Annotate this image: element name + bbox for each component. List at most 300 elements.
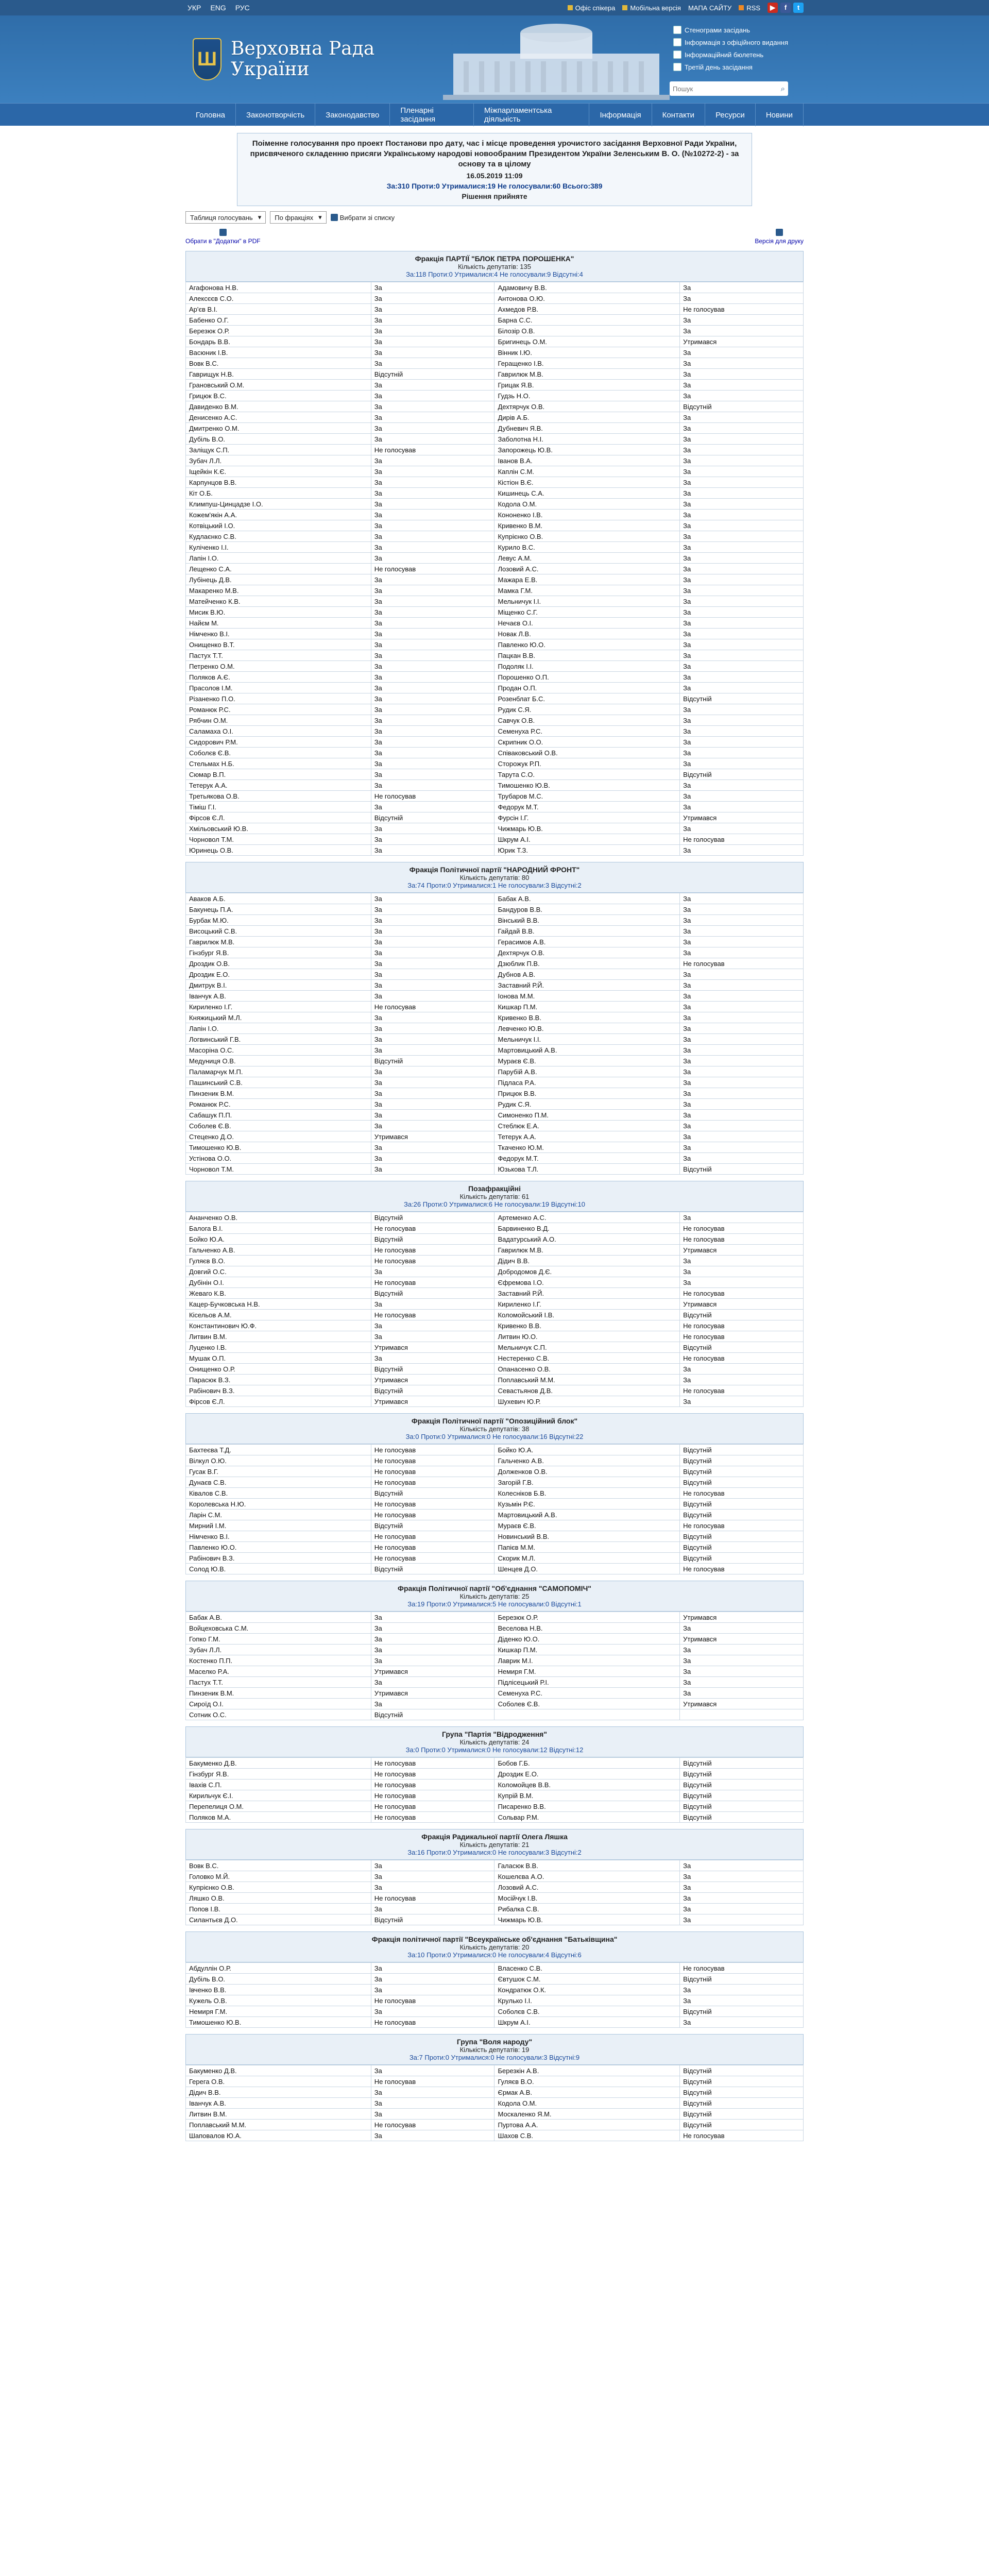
deputy-name[interactable]: Мушак О.П. [186, 1353, 371, 1364]
deputy-name[interactable]: Пацкан В.В. [494, 650, 680, 661]
nav-legislation[interactable]: Законодавство [315, 104, 390, 126]
deputy-name[interactable]: Лозовий А.С. [494, 1882, 680, 1893]
deputy-name[interactable]: Третьякова О.В. [186, 791, 371, 802]
deputy-name[interactable]: Климпуш-Цинцадзе І.О. [186, 499, 371, 510]
deputy-name[interactable]: Каплін С.М. [494, 466, 680, 477]
deputy-name[interactable]: Коломойський І.В. [494, 1310, 680, 1320]
nav-lawmaking[interactable]: Законотворчість [236, 104, 315, 126]
deputy-name[interactable]: Ар'єв В.І. [186, 304, 371, 315]
search-input[interactable] [673, 85, 781, 93]
deputy-name[interactable]: Мартовицький А.В. [494, 1510, 680, 1520]
deputy-name[interactable]: Кошелєва А.О. [494, 1871, 680, 1882]
deputy-name[interactable]: Саламаха О.І. [186, 726, 371, 737]
deputy-name[interactable]: Ананченко О.В. [186, 1212, 371, 1223]
deputy-name[interactable]: Аваков А.Б. [186, 893, 371, 904]
deputy-name[interactable]: Медуниця О.В. [186, 1056, 371, 1066]
deputy-name[interactable]: Артеменко А.С. [494, 1212, 680, 1223]
site-title[interactable]: Верховна Рада України [231, 38, 375, 80]
deputy-name[interactable]: Іванов В.А. [494, 455, 680, 466]
deputy-name[interactable]: Ківалов С.В. [186, 1488, 371, 1499]
deputy-name[interactable]: Ляшко О.В. [186, 1893, 371, 1904]
deputy-name[interactable]: Зубач Л.Л. [186, 455, 371, 466]
deputy-name[interactable]: Солод Ю.В. [186, 1564, 371, 1574]
deputy-name[interactable]: Гаврилюк М.В. [186, 937, 371, 947]
deputy-name[interactable]: Єрмак А.В. [494, 2087, 680, 2098]
deputy-name[interactable]: Кишкар П.М. [494, 1002, 680, 1012]
sort-select[interactable]: По фракціях ▾ [270, 211, 326, 224]
deputy-name[interactable]: Константинович Ю.Ф. [186, 1320, 371, 1331]
deputy-name[interactable]: Івахів С.П. [186, 1780, 371, 1790]
deputy-name[interactable]: Галасюк В.В. [494, 1860, 680, 1871]
deputy-name[interactable]: Сотник О.С. [186, 1709, 371, 1720]
deputy-name[interactable]: Коломойцев В.В. [494, 1780, 680, 1790]
deputy-name[interactable]: Довгий О.С. [186, 1266, 371, 1277]
deputy-name[interactable]: Підлісецький Р.І. [494, 1677, 680, 1688]
deputy-name[interactable]: Вілкул О.Ю. [186, 1455, 371, 1466]
deputy-name[interactable]: Парубій А.В. [494, 1066, 680, 1077]
deputy-name[interactable]: Куліченко І.І. [186, 542, 371, 553]
deputy-name[interactable]: Пинзеник В.М. [186, 1688, 371, 1699]
deputy-name[interactable]: Колесніков Б.В. [494, 1488, 680, 1499]
deputy-name[interactable]: Дубіль В.О. [186, 434, 371, 445]
deputy-name[interactable]: Пинзеник В.М. [186, 1088, 371, 1099]
deputy-name[interactable]: Власенко С.В. [494, 1963, 680, 1974]
deputy-name[interactable]: Гудзь Н.О. [494, 391, 680, 401]
deputy-name[interactable]: Папієв М.М. [494, 1542, 680, 1553]
deputy-name[interactable]: Соболев Є.В. [186, 1121, 371, 1131]
deputy-name[interactable]: Дубіль В.О. [186, 1974, 371, 1985]
deputy-name[interactable]: Гаврищук Н.В. [186, 369, 371, 380]
deputy-name[interactable]: Розенблат Б.С. [494, 693, 680, 704]
deputy-name[interactable]: Макаренко М.В. [186, 585, 371, 596]
deputy-name[interactable]: Заставний Р.Й. [494, 1288, 680, 1299]
deputy-name[interactable]: Грицак Я.В. [494, 380, 680, 391]
header-link-day[interactable]: Третій день засідання [673, 63, 788, 71]
deputy-name[interactable]: Соболев Є.В. [494, 1699, 680, 1709]
deputy-name[interactable]: Кондратюк О.К. [494, 1985, 680, 1995]
deputy-name[interactable]: Міщенко С.Г. [494, 607, 680, 618]
deputy-name[interactable]: Лещенко С.А. [186, 564, 371, 574]
nav-plenary[interactable]: Пленарні засідання [390, 104, 474, 126]
deputy-name[interactable]: Матейченко К.В. [186, 596, 371, 607]
deputy-name[interactable]: Адамовичу В.В. [494, 282, 680, 293]
deputy-name[interactable]: Дроздик Е.О. [494, 1769, 680, 1780]
deputy-name[interactable]: Березюк О.Р. [186, 326, 371, 336]
deputy-name[interactable]: Бойко Ю.А. [186, 1234, 371, 1245]
deputy-name[interactable]: Шенцев Д.О. [494, 1564, 680, 1574]
deputy-name[interactable]: Бойко Ю.А. [494, 1445, 680, 1455]
deputy-name[interactable]: Логвинський Г.В. [186, 1034, 371, 1045]
deputy-name[interactable]: Королевська Н.Ю. [186, 1499, 371, 1510]
deputy-name[interactable]: Гайдай В.В. [494, 926, 680, 937]
deputy-name[interactable]: Різаненко П.О. [186, 693, 371, 704]
deputy-name[interactable]: Лапін І.О. [186, 553, 371, 564]
deputy-name[interactable]: Мамка Г.М. [494, 585, 680, 596]
deputy-name[interactable]: Гінзбург Я.В. [186, 1769, 371, 1780]
deputy-name[interactable]: Івченко В.В. [186, 1985, 371, 1995]
deputy-name[interactable]: Симоненко П.М. [494, 1110, 680, 1121]
twitter-icon[interactable]: t [793, 3, 804, 13]
deputy-name[interactable]: Мельничук І.І. [494, 596, 680, 607]
deputy-name[interactable]: Кириленко І.Г. [494, 1299, 680, 1310]
deputy-name[interactable]: Жеваго К.В. [186, 1288, 371, 1299]
deputy-name[interactable]: Дзюблик П.В. [494, 958, 680, 969]
nav-home[interactable]: Головна [185, 104, 236, 126]
deputy-name[interactable]: Мисик В.Ю. [186, 607, 371, 618]
deputy-name[interactable]: Рудик С.Я. [494, 704, 680, 715]
deputy-name[interactable]: Кістіон В.Є. [494, 477, 680, 488]
deputy-name[interactable]: Онищенко В.Т. [186, 639, 371, 650]
deputy-name[interactable]: Семенуха Р.С. [494, 726, 680, 737]
deputy-name[interactable]: Парасюк В.З. [186, 1375, 371, 1385]
deputy-name[interactable]: Рабінович В.З. [186, 1553, 371, 1564]
deputy-name[interactable]: Нечаєв О.І. [494, 618, 680, 629]
deputy-name[interactable]: Тимошенко Ю.В. [186, 1142, 371, 1153]
deputy-name[interactable]: Федорук М.Т. [494, 1153, 680, 1164]
deputy-name[interactable]: Княжицький М.Л. [186, 1012, 371, 1023]
deputy-name[interactable]: Пастух Т.Т. [186, 1677, 371, 1688]
deputy-name[interactable]: Шаповалов Ю.А. [186, 2130, 371, 2141]
deputy-name[interactable]: Силантьєв Д.О. [186, 1914, 371, 1925]
deputy-name[interactable]: Прицюк В.В. [494, 1088, 680, 1099]
deputy-name[interactable]: Войцеховська С.М. [186, 1623, 371, 1634]
deputy-name[interactable]: Стеценко Д.О. [186, 1131, 371, 1142]
deputy-name[interactable]: Гінзбург Я.В. [186, 947, 371, 958]
deputy-name[interactable]: Дехтярчук О.В. [494, 947, 680, 958]
deputy-name[interactable]: Дунаєв С.В. [186, 1477, 371, 1488]
deputy-name[interactable]: Продан О.П. [494, 683, 680, 693]
choose-from-list-button[interactable]: Вибрати зі списку [331, 214, 395, 222]
deputy-name[interactable]: Пастух Т.Т. [186, 650, 371, 661]
deputy-name[interactable]: Грановський О.М. [186, 380, 371, 391]
deputy-name[interactable]: Кононенко І.В. [494, 510, 680, 520]
deputy-name[interactable]: Герега О.В. [186, 2076, 371, 2087]
export-pdf-button[interactable]: Обрати в "Додатки" в PDF [185, 229, 261, 245]
deputy-name[interactable]: Романюк Р.С. [186, 704, 371, 715]
deputy-name[interactable]: Мельничук С.П. [494, 1342, 680, 1353]
deputy-name[interactable]: Бандуров В.В. [494, 904, 680, 915]
deputy-name[interactable]: Денисенко А.С. [186, 412, 371, 423]
deputy-name[interactable]: Діденко Ю.О. [494, 1634, 680, 1645]
deputy-name[interactable]: Тетерук А.А. [494, 1131, 680, 1142]
deputy-name[interactable]: Литвин В.М. [186, 1331, 371, 1342]
deputy-name[interactable]: Крулько І.І. [494, 1995, 680, 2006]
deputy-name[interactable]: Фірсов Є.Л. [186, 812, 371, 823]
deputy-name[interactable]: Лубінець Д.В. [186, 574, 371, 585]
deputy-name[interactable]: Рудик С.Я. [494, 1099, 680, 1110]
deputy-name[interactable]: Сольвар Р.М. [494, 1812, 680, 1823]
deputy-name[interactable]: Чижмарь Ю.В. [494, 1914, 680, 1925]
deputy-name[interactable]: Лозовий А.С. [494, 564, 680, 574]
deputy-name[interactable]: Кодола О.М. [494, 2098, 680, 2109]
deputy-name[interactable]: Литвин Ю.О. [494, 1331, 680, 1342]
deputy-name[interactable]: Дідич В.В. [186, 2087, 371, 2098]
nav-contacts[interactable]: Контакти [652, 104, 705, 126]
deputy-name[interactable]: Маселко Р.А. [186, 1666, 371, 1677]
deputy-name[interactable]: Сабашук П.П. [186, 1110, 371, 1121]
deputy-name[interactable]: Дубінін О.І. [186, 1277, 371, 1288]
deputy-name[interactable]: Запорожець Ю.В. [494, 445, 680, 455]
deputy-name[interactable]: Юринець О.В. [186, 845, 371, 856]
deputy-name[interactable]: Павленко Ю.О. [186, 1542, 371, 1553]
deputy-name[interactable]: Дроздик О.В. [186, 958, 371, 969]
deputy-name[interactable]: Лапін І.О. [186, 1023, 371, 1034]
deputy-name[interactable]: Загорій Г.В. [494, 1477, 680, 1488]
deputy-name[interactable]: Купрієнко О.В. [494, 531, 680, 542]
deputy-name[interactable]: Дмитренко О.М. [186, 423, 371, 434]
deputy-name[interactable]: Алексєєв С.О. [186, 293, 371, 304]
header-link-bulletin[interactable]: Інформаційний бюлетень [673, 50, 788, 59]
deputy-name[interactable]: Чорновол Т.М. [186, 834, 371, 845]
deputy-name[interactable]: Прасолов І.М. [186, 683, 371, 693]
deputy-name[interactable]: Костенко П.П. [186, 1655, 371, 1666]
deputy-name[interactable]: Онищенко О.Р. [186, 1364, 371, 1375]
deputy-name[interactable]: Бахтеєва Т.Д. [186, 1445, 371, 1455]
deputy-name[interactable]: Перепелиця О.М. [186, 1801, 371, 1812]
deputy-name[interactable]: Гаврилюк М.В. [494, 369, 680, 380]
deputy-name[interactable]: Поляков А.Є. [186, 672, 371, 683]
nav-interparliamentary[interactable]: Міжпарламентська діяльність [474, 104, 590, 126]
deputy-name[interactable]: Німченко В.І. [186, 1531, 371, 1542]
deputy-name[interactable]: Устінова О.О. [186, 1153, 371, 1164]
deputy-name[interactable]: Білозір О.В. [494, 326, 680, 336]
deputy-name[interactable]: Стеблюк Е.А. [494, 1121, 680, 1131]
deputy-name[interactable]: Німченко В.І. [186, 629, 371, 639]
deputy-name[interactable]: Кудлаєнко С.В. [186, 531, 371, 542]
deputy-name[interactable]: Рибалка С.В. [494, 1904, 680, 1914]
deputy-name[interactable]: Бакуменко Д.В. [186, 1758, 371, 1769]
deputy-name[interactable]: Єфремова І.О. [494, 1277, 680, 1288]
deputy-name[interactable]: Курило В.С. [494, 542, 680, 553]
print-button[interactable]: Версія для друку [755, 229, 804, 245]
deputy-name[interactable]: Романюк Р.С. [186, 1099, 371, 1110]
deputy-name[interactable]: Давиденко В.М. [186, 401, 371, 412]
deputy-name[interactable]: Іонова М.М. [494, 991, 680, 1002]
deputy-name[interactable]: Кириленко І.Г. [186, 1002, 371, 1012]
deputy-name[interactable]: Ларін С.М. [186, 1510, 371, 1520]
deputy-name[interactable]: Кодола О.М. [494, 499, 680, 510]
deputy-name[interactable]: Порошенко О.П. [494, 672, 680, 683]
deputy-name[interactable]: Дроздик Е.О. [186, 969, 371, 980]
deputy-name[interactable]: Левченко Ю.В. [494, 1023, 680, 1034]
deputy-name[interactable]: Чижмарь Ю.В. [494, 823, 680, 834]
deputy-name[interactable]: Трубаров М.С. [494, 791, 680, 802]
deputy-name[interactable]: Мельничук І.І. [494, 1034, 680, 1045]
deputy-name[interactable]: Попов І.В. [186, 1904, 371, 1914]
deputy-name[interactable]: Гальченко А.В. [186, 1245, 371, 1256]
view-select[interactable]: Таблиця голосувань ▾ [185, 211, 266, 224]
deputy-name[interactable]: Барна С.С. [494, 315, 680, 326]
deputy-name[interactable]: Юзькова Т.Л. [494, 1164, 680, 1175]
deputy-name[interactable]: Новак Л.В. [494, 629, 680, 639]
deputy-name[interactable]: Шахов С.В. [494, 2130, 680, 2141]
deputy-name[interactable]: Сироїд О.І. [186, 1699, 371, 1709]
deputy-name[interactable]: Бобов Г.Б. [494, 1758, 680, 1769]
deputy-name[interactable]: Антонова О.Ю. [494, 293, 680, 304]
deputy-name[interactable]: Кузьмін Р.Є. [494, 1499, 680, 1510]
deputy-name[interactable]: Юрик Т.З. [494, 845, 680, 856]
deputy-name[interactable]: Шухевич Ю.Р. [494, 1396, 680, 1407]
deputy-name[interactable]: Левус А.М. [494, 553, 680, 564]
deputy-name[interactable]: Бабак А.В. [186, 1612, 371, 1623]
deputy-name[interactable]: Ахмедов Р.В. [494, 304, 680, 315]
deputy-name[interactable]: Дубнов А.В. [494, 969, 680, 980]
deputy-name[interactable]: Кишкар П.М. [494, 1645, 680, 1655]
deputy-name[interactable]: Карпунцов В.В. [186, 477, 371, 488]
deputy-name[interactable]: Бабенко О.Г. [186, 315, 371, 326]
nav-news[interactable]: Новини [756, 104, 804, 126]
deputy-name[interactable]: Березюк О.Р. [494, 1612, 680, 1623]
deputy-name[interactable]: Немиря Г.М. [186, 2006, 371, 2017]
deputy-name[interactable]: Гальченко А.В. [494, 1455, 680, 1466]
deputy-name[interactable]: Барвиненко В.Д. [494, 1223, 680, 1234]
header-link-transcripts[interactable]: Стенограми засідань [673, 26, 788, 34]
deputy-name[interactable]: Герасимов А.В. [494, 937, 680, 947]
deputy-name[interactable]: Савчук О.В. [494, 715, 680, 726]
deputy-name[interactable]: Добродомов Д.Є. [494, 1266, 680, 1277]
deputy-name[interactable]: Кирильчук Є.І. [186, 1790, 371, 1801]
deputy-name[interactable]: Поляков М.А. [186, 1812, 371, 1823]
deputy-name[interactable]: Петренко О.М. [186, 661, 371, 672]
deputy-name[interactable]: Кривенко В.В. [494, 1320, 680, 1331]
deputy-name[interactable]: Іванчук А.В. [186, 2098, 371, 2109]
facebook-icon[interactable]: f [780, 3, 791, 13]
deputy-name[interactable]: Веселова Н.В. [494, 1623, 680, 1634]
deputy-name[interactable]: Подоляк І.І. [494, 661, 680, 672]
deputy-name[interactable]: Дідич В.В. [494, 1256, 680, 1266]
deputy-name[interactable]: Лаврик М.І. [494, 1655, 680, 1666]
deputy-name[interactable]: Гуляєв В.О. [186, 1256, 371, 1266]
link-mobile[interactable]: Мобільна версія [622, 4, 681, 12]
deputy-name[interactable]: Підласа Р.А. [494, 1077, 680, 1088]
link-sitemap[interactable]: МАПА САЙТУ [688, 4, 732, 12]
deputy-name[interactable]: Бабак А.В. [494, 893, 680, 904]
deputy-name[interactable]: Євтушок С.М. [494, 1974, 680, 1985]
deputy-name[interactable]: Рабінович В.З. [186, 1385, 371, 1396]
deputy-name[interactable]: Бригинець О.М. [494, 336, 680, 347]
deputy-name[interactable]: Стельмах Н.Б. [186, 758, 371, 769]
deputy-name[interactable]: Головко М.Й. [186, 1871, 371, 1882]
deputy-name[interactable]: Котвіцький І.О. [186, 520, 371, 531]
deputy-name[interactable]: Сюмар В.П. [186, 769, 371, 780]
deputy-name[interactable]: Вовк В.С. [186, 358, 371, 369]
deputy-name[interactable]: Севастьянов Д.В. [494, 1385, 680, 1396]
deputy-name[interactable]: Висоцький С.В. [186, 926, 371, 937]
deputy-name[interactable]: Семенуха Р.С. [494, 1688, 680, 1699]
deputy-name[interactable]: Ткаченко Ю.М. [494, 1142, 680, 1153]
deputy-name[interactable]: Васюник І.В. [186, 347, 371, 358]
deputy-name[interactable]: Заліщук С.П. [186, 445, 371, 455]
deputy-name[interactable]: Тіміш Г.І. [186, 802, 371, 812]
lang-ukr[interactable]: УКР [187, 4, 201, 12]
deputy-name[interactable]: Бондарь В.В. [186, 336, 371, 347]
nav-resources[interactable]: Ресурси [705, 104, 756, 126]
deputy-name[interactable]: Бурбак М.Ю. [186, 915, 371, 926]
deputy-name[interactable]: Фурсін І.Г. [494, 812, 680, 823]
deputy-name[interactable]: Скрипник О.О. [494, 737, 680, 748]
deputy-name[interactable]: Писаренко В.В. [494, 1801, 680, 1812]
deputy-name[interactable]: Купрієнко О.В. [186, 1882, 371, 1893]
deputy-name[interactable]: Долженков О.В. [494, 1466, 680, 1477]
header-link-official[interactable]: Інформація з офіційного видання [673, 38, 788, 46]
deputy-name[interactable]: Кацер-Бучковська Н.В. [186, 1299, 371, 1310]
deputy-name[interactable]: Мартовицький А.В. [494, 1045, 680, 1056]
deputy-name[interactable]: Мураєв Є.В. [494, 1520, 680, 1531]
deputy-name[interactable]: Вадатурський А.О. [494, 1234, 680, 1245]
deputy-name[interactable]: Купрій В.М. [494, 1790, 680, 1801]
deputy-name[interactable]: Мураєв Є.В. [494, 1056, 680, 1066]
deputy-name[interactable]: Пуртова А.А. [494, 2120, 680, 2130]
deputy-name[interactable]: Опанасенко О.В. [494, 1364, 680, 1375]
deputy-name[interactable]: Балога В.І. [186, 1223, 371, 1234]
deputy-name[interactable]: Березкін А.В. [494, 2065, 680, 2076]
deputy-name[interactable]: Кишинець С.А. [494, 488, 680, 499]
deputy-name[interactable]: Агафонова Н.В. [186, 282, 371, 293]
deputy-name[interactable]: Кривенко В.В. [494, 1012, 680, 1023]
lang-eng[interactable]: ENG [210, 4, 226, 12]
deputy-name[interactable]: Павленко Ю.О. [494, 639, 680, 650]
deputy-name[interactable]: Поплавський М.М. [494, 1375, 680, 1385]
deputy-name[interactable]: Найєм М. [186, 618, 371, 629]
deputy-name[interactable]: Зубач Л.Л. [186, 1645, 371, 1655]
deputy-name[interactable]: Іванчук А.В. [186, 991, 371, 1002]
deputy-name[interactable]: Рябчин О.М. [186, 715, 371, 726]
deputy-name[interactable]: Литвин В.М. [186, 2109, 371, 2120]
deputy-name[interactable]: Паламарчук М.П. [186, 1066, 371, 1077]
deputy-name[interactable]: Соболєв Є.В. [186, 748, 371, 758]
deputy-name[interactable]: Нестеренко С.В. [494, 1353, 680, 1364]
deputy-name[interactable]: Хмільовський Ю.В. [186, 823, 371, 834]
deputy-name[interactable]: Сидорович Р.М. [186, 737, 371, 748]
deputy-name[interactable]: Мосійчук І.В. [494, 1893, 680, 1904]
search-icon[interactable]: ⌕ [780, 84, 785, 93]
deputy-name[interactable]: Абдуллін О.Р. [186, 1963, 371, 1974]
lang-rus[interactable]: РУС [235, 4, 250, 12]
deputy-name[interactable]: Скорик М.Л. [494, 1553, 680, 1564]
deputy-name[interactable]: Гуляєв В.О. [494, 2076, 680, 2087]
deputy-name[interactable]: Кожем'якін А.А. [186, 510, 371, 520]
deputy-name[interactable]: Луценко І.В. [186, 1342, 371, 1353]
deputy-name[interactable]: Бакуменко Д.В. [186, 2065, 371, 2076]
deputy-name[interactable]: Іщейкін К.Є. [186, 466, 371, 477]
youtube-icon[interactable]: ▶ [768, 3, 778, 13]
deputy-name[interactable]: Бакунець П.А. [186, 904, 371, 915]
deputy-name[interactable]: Кіт О.Б. [186, 488, 371, 499]
deputy-name[interactable]: Кужель О.В. [186, 1995, 371, 2006]
deputy-name[interactable]: Тимошенко Ю.В. [494, 780, 680, 791]
deputy-name[interactable]: Співаковський О.В. [494, 748, 680, 758]
deputy-name[interactable]: Чорновол Т.М. [186, 1164, 371, 1175]
deputy-name[interactable]: Пашинський С.В. [186, 1077, 371, 1088]
deputy-name[interactable]: Дубневич Я.В. [494, 423, 680, 434]
deputy-name[interactable]: Дирів А.Б. [494, 412, 680, 423]
deputy-name[interactable]: Поплавський М.М. [186, 2120, 371, 2130]
deputy-name[interactable]: Гаврилюк М.В. [494, 1245, 680, 1256]
deputy-name[interactable]: Кісельов А.М. [186, 1310, 371, 1320]
deputy-name[interactable]: Геращенко І.В. [494, 358, 680, 369]
deputy-name[interactable]: Гусак В.Г. [186, 1466, 371, 1477]
deputy-name[interactable]: Москаленко Я.М. [494, 2109, 680, 2120]
deputy-name[interactable]: Соболєв С.В. [494, 2006, 680, 2017]
deputy-name[interactable]: Мирний І.М. [186, 1520, 371, 1531]
deputy-name[interactable]: Тимошенко Ю.В. [186, 2017, 371, 2028]
deputy-name[interactable]: Шкрум А.І. [494, 834, 680, 845]
deputy-name[interactable]: Масоріна О.С. [186, 1045, 371, 1056]
deputy-name[interactable]: Федорук М.Т. [494, 802, 680, 812]
deputy-name[interactable]: Дехтярчук О.В. [494, 401, 680, 412]
deputy-name[interactable]: Грицюк В.С. [186, 391, 371, 401]
deputy-name[interactable]: Вінський В.В. [494, 915, 680, 926]
